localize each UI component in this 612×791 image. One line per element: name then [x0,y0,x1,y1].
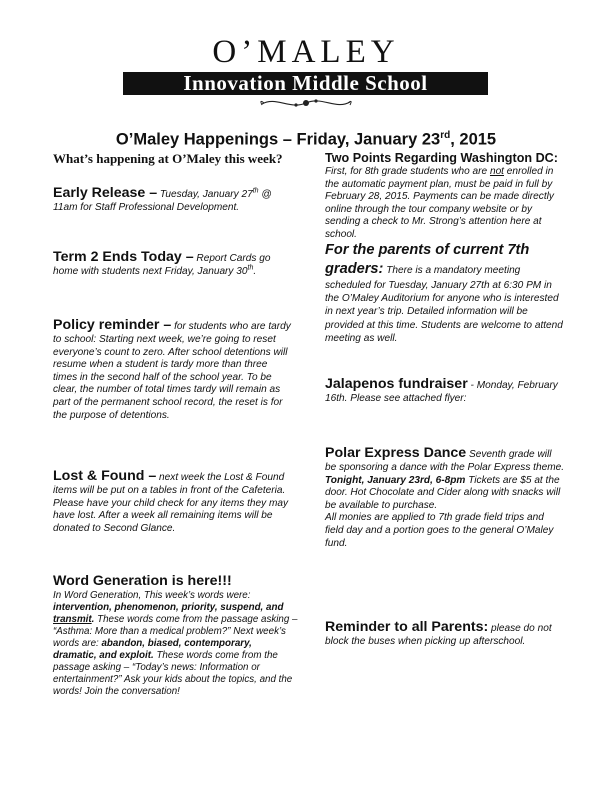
early-release-heading: Early Release – [53,185,158,201]
washington-dc-heading: Two Points Regarding Washington DC: [325,151,558,165]
reminder-parents-section: Reminder to all Parents: please do not block the buses when picking up afterschool. [325,619,552,647]
policy-reminder-section: Policy reminder – for students who are tardy to school: Starting next week, we’re going to reset everyone’s count to zero. After school detentions will resume when a student is tardy more than three times in the second half of the school year. To be clear, the number of total times tardy will remain as part of the permanent school record, the reset is for the purpose of detentions. [53,317,291,421]
term-ends-section: Term 2 Ends Today – Report Cards go home with students next Friday, January 30th. [53,249,271,277]
school-name-banner: Innovation Middle School [123,72,488,95]
term-ends-heading: Term 2 Ends Today – [53,249,194,265]
lost-found-heading: Lost & Found – [53,468,157,484]
word-generation-heading: Word Generation is here!!! [53,573,232,589]
parents-7th-heading: For the parents of current 7th graders: [325,242,530,277]
newsletter-headline: O’Maley Happenings – Friday, January 23rd, 2015 [115,130,497,149]
lost-found-section: Lost & Found – next week the Lost & Found items will be put on a tables in front of the Cafeteria. Please have your child check for any items they may have lost. After a week all remaining items will be donated to Second Glance. [53,468,289,534]
jalapenos-section: Jalapenos fundraiser - Monday, February 16th. Please see attached flyer: [325,376,558,404]
early-release-section: Early Release – Tuesday, January 27th @ 11am for Staff Professional Development. [53,185,272,213]
ornament-flourish-icon [256,96,356,110]
masthead-title: O’MALEY [212,34,400,70]
word-generation-section: Word Generation is here!!! In Word Generation, This week’s words were: intervention, phenomenon, priority, suspend, and transmit. These words come from the passage asking – “Asthma: More than a medical problem?” Next week’s words are: abandon, biased, contemporary, dramatic, and exploit. These words come from the passage asking – “Today’s news: Information or entertainment?” Ask your kids about the topics, and the words! Join the conversation! [53,573,298,697]
polar-express-section: Polar Express Dance Seventh grade will be sponsoring a dance with the Polar Express theme. Tonight, January 23rd, 6-8pm Tickets are $5 at the door. Hot Chocolate and Cider along with snacks will be available to purchase. All monies are applied to 7th grade field trips and field day and a portion goes to the general O’Maley fund. [325,445,565,549]
polar-express-heading: Polar Express Dance [325,445,467,461]
parents-7th-section: For the parents of current 7th graders: There is a mandatory meeting scheduled for Tuesday, January 27th at 6:30 PM in the O’Maley Auditorium for anyone who is interested in next year’s trip. Detailed information will be provided at this time. Students are welcome to attend meeting as well. [325,242,563,344]
policy-reminder-heading: Policy reminder – [53,317,172,333]
jalapenos-heading: Jalapenos fundraiser [325,376,468,392]
section-subheading: What’s happening at O’Maley this week? [53,151,283,166]
reminder-parents-heading: Reminder to all Parents: [325,619,489,635]
washington-dc-section: Two Points Regarding Washington DC: First, for 8th grade students who are not enrolled in the automatic payment plan, must be paid in full by February 28, 2015. Payments can be made directly online through the tour company website or by sending a check to Mr. Strong’s attention here at school. [325,151,562,242]
